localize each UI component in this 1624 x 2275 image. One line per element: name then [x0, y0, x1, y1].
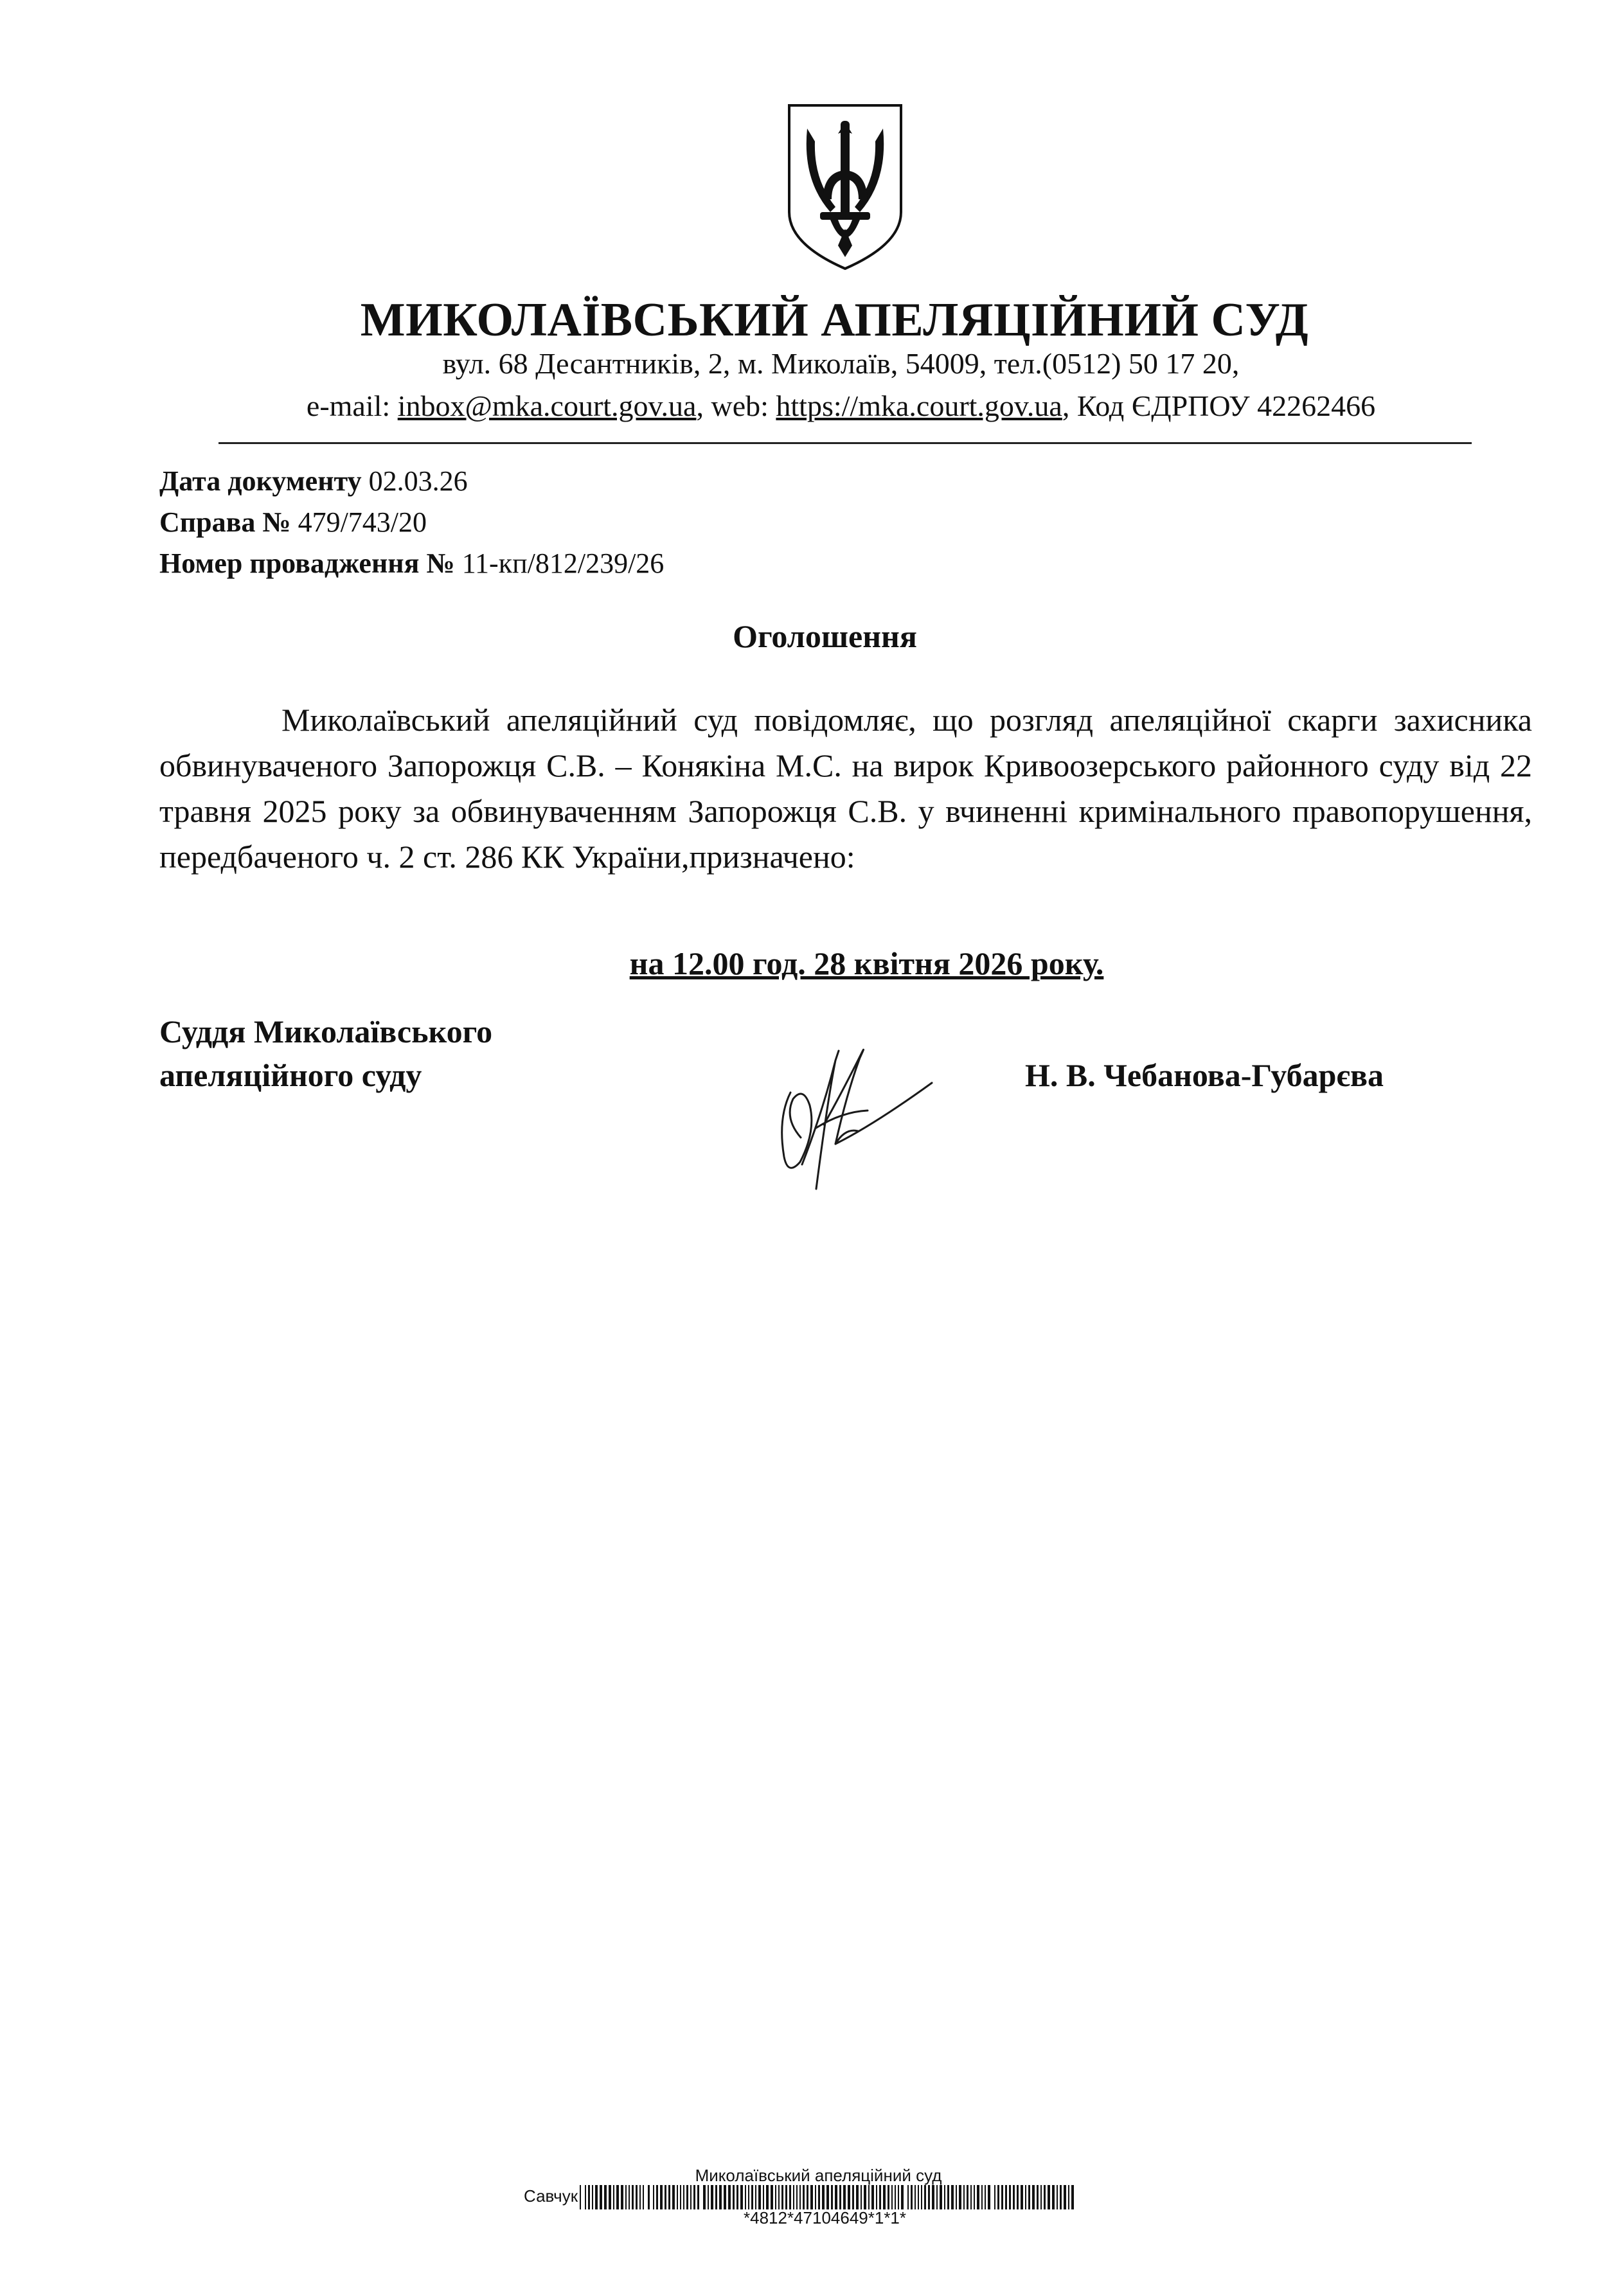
barcode-bar [835, 2185, 837, 2209]
barcode-bar [668, 2185, 670, 2209]
barcode-bar [956, 2185, 957, 2209]
barcode-bar [733, 2185, 735, 2209]
footer-clerk: Савчук [524, 2186, 578, 2206]
announcement-body: Миколаївський апеляційний суд повідомляє, що розгляд апеляційної скарги захисника обвинуваченого Запорожця С.В. – Конякіна М.С. на вирок Кривоозерського районного суду від 22 травня 2025 року за обвинуваченням Запорожця С.В. у вчиненні кримінального правопорушення, передбаченого ч. 2 ст. 286 КК України,призначено: [159, 702, 1532, 875]
web-link[interactable]: https://mka.court.gov.ua [776, 389, 1062, 422]
barcode-bar [810, 2185, 813, 2209]
barcode-bar [891, 2185, 893, 2209]
barcode-bar [974, 2185, 975, 2209]
document-date [159, 464, 468, 499]
edrpou-code: , Код ЄДРПОУ 42262466 [1062, 389, 1376, 422]
barcode-bar [911, 2185, 913, 2209]
barcode-bar [868, 2185, 870, 2209]
barcode-bar [852, 2185, 854, 2209]
barcode-bar [625, 2185, 627, 2209]
header-divider [219, 442, 1472, 444]
barcode-bar [831, 2185, 833, 2209]
barcode-bar [745, 2185, 746, 2209]
judge-name: Н. В. Чебанова-Губарєва [1025, 1057, 1384, 1093]
proceeding-number-label: Номер провадження № [159, 548, 455, 579]
trident-coat-of-arms-icon [785, 103, 905, 271]
barcode-bar [736, 2185, 738, 2209]
barcode-bar [1064, 2185, 1066, 2209]
barcode-bar [1068, 2185, 1069, 2209]
barcode-bar [595, 2185, 598, 2209]
court-address: вул. 68 Десантників, 2, м. Миколаїв, 54009, тел.(0512) 50 17 20, [442, 347, 1240, 380]
barcode [580, 2185, 1075, 2209]
barcode-bar [918, 2185, 919, 2209]
barcode-bar [588, 2185, 590, 2209]
barcode-bar [690, 2185, 692, 2209]
barcode-bar [703, 2185, 706, 2209]
barcode-bar [781, 2185, 783, 2209]
web-label: , web: [696, 389, 769, 422]
barcode-bar [672, 2185, 675, 2209]
barcode-bar [785, 2185, 787, 2209]
barcode-bar [609, 2185, 611, 2209]
barcode-bar [621, 2185, 623, 2209]
footer-court-name: Миколаївський апеляційний суд [695, 2166, 942, 2185]
barcode-bar [1001, 2185, 1003, 2209]
barcode-bar [728, 2185, 731, 2209]
barcode-bar [632, 2185, 634, 2209]
barcode-bar [818, 2185, 820, 2209]
barcode-bar [763, 2185, 764, 2209]
barcode-bar [932, 2185, 934, 2209]
barcode-bar [616, 2185, 619, 2209]
barcode-bar [848, 2185, 850, 2209]
barcode-bar [1025, 2185, 1026, 2209]
barcode-bar [1052, 2185, 1055, 2209]
barcode-bar [901, 2185, 904, 2209]
barcode-bar [656, 2185, 658, 2209]
barcode-bar [898, 2185, 899, 2209]
barcode-bar [1071, 2185, 1074, 2209]
barcode-bar [822, 2185, 825, 2209]
barcode-bar [715, 2185, 717, 2209]
barcode-bar [748, 2185, 749, 2209]
barcode-bar [807, 2185, 808, 2209]
barcode-bar [778, 2185, 780, 2209]
document-title: Оголошення [733, 618, 917, 654]
barcode-bar [648, 2185, 650, 2209]
barcode-bar [604, 2185, 607, 2209]
barcode-bar [629, 2185, 630, 2209]
barcode-bar [680, 2185, 681, 2209]
proceeding-number-value: 11-кп/812/239/26 [461, 548, 665, 579]
barcode-bar [1048, 2185, 1050, 2209]
court-name: МИКОЛАЇВСЬКИЙ АПЕЛЯЦІЙНИЙ СУД [360, 294, 1309, 346]
barcode-bar [711, 2185, 713, 2209]
barcode-bar [815, 2185, 816, 2209]
barcode-bar [1032, 2185, 1035, 2209]
barcode-bar [940, 2185, 942, 2209]
barcode-bar [693, 2185, 695, 2209]
barcode-bar [924, 2185, 926, 2209]
barcode-bar [856, 2185, 859, 2209]
barcode-bar [963, 2185, 965, 2209]
barcode-bar [796, 2185, 798, 2209]
barcode-bar [755, 2185, 756, 2209]
barcode-bar [843, 2185, 846, 2209]
barcode-bar [643, 2185, 644, 2209]
barcode-bar [1044, 2185, 1046, 2209]
barcode-bar [839, 2185, 841, 2209]
barcode-bar [789, 2185, 791, 2209]
barcode-bar [740, 2185, 743, 2209]
case-number-value: 479/743/20 [298, 506, 427, 538]
barcode-bar [928, 2185, 930, 2209]
handwritten-signature [739, 1015, 945, 1208]
barcode-bar [724, 2185, 726, 2209]
barcode-bar [977, 2185, 979, 2209]
barcode-bar [861, 2185, 862, 2209]
barcode-bar [751, 2185, 753, 2209]
barcode-bar [766, 2185, 769, 2209]
case-number-label: Справа № [159, 506, 291, 538]
barcode-bar [871, 2185, 874, 2209]
barcode-bar [1005, 2185, 1007, 2209]
barcode-bar [683, 2185, 684, 2209]
barcode-bar [997, 2185, 999, 2209]
barcode-bar [686, 2185, 688, 2209]
barcode-bar [876, 2185, 877, 2209]
barcode-bar [970, 2185, 972, 2209]
barcode-bar [719, 2185, 722, 2209]
barcode-bar [758, 2185, 761, 2209]
barcode-bar [613, 2185, 614, 2209]
barcode-bar [775, 2185, 776, 2209]
barcode-bar [793, 2185, 794, 2209]
email-link[interactable]: inbox@mka.court.gov.ua [397, 389, 697, 422]
court-contacts [0, 388, 1624, 424]
barcode-bar [708, 2185, 709, 2209]
barcode-bar [888, 2185, 889, 2209]
barcode-bar [677, 2185, 678, 2209]
barcode-bar [585, 2185, 586, 2209]
barcode-bar [967, 2185, 968, 2209]
barcode-bar [771, 2185, 773, 2209]
barcode-bar [994, 2185, 995, 2209]
barcode-bar [697, 2185, 699, 2209]
barcode-bar [1040, 2185, 1042, 2209]
judge-title-line-1: Суддя Миколаївського [159, 1013, 493, 1049]
barcode-bar [592, 2185, 593, 2209]
barcode-bar [981, 2185, 983, 2209]
footer-barcode-number: *4812*47104649*1*1* [743, 2208, 907, 2227]
barcode-bar [799, 2185, 801, 2209]
barcode-bar [988, 2185, 990, 2209]
barcode-bar [895, 2185, 896, 2209]
barcode-bar [580, 2185, 581, 2209]
barcode-bar [1021, 2185, 1023, 2209]
barcode-bar [636, 2185, 638, 2209]
barcode-bar [951, 2185, 954, 2209]
barcode-bar [915, 2185, 916, 2209]
barcode-bar [947, 2185, 949, 2209]
barcode-bar [1013, 2185, 1015, 2209]
barcode-bar [665, 2185, 666, 2209]
barcode-bar [959, 2185, 961, 2209]
barcode-bar [1017, 2185, 1019, 2209]
barcode-bar [883, 2185, 886, 2209]
barcode-bar [803, 2185, 805, 2209]
barcode-bar [864, 2185, 866, 2209]
document-date-value: 02.03.26 [368, 465, 468, 497]
barcode-bar [921, 2185, 922, 2209]
email-label: e-mail: [306, 389, 391, 422]
barcode-bar [936, 2185, 938, 2209]
barcode-bar [653, 2185, 654, 2209]
barcode-bar [1037, 2185, 1039, 2209]
hearing-time: на 12.00 год. 28 квітня 2026 року. [629, 945, 1104, 981]
proceeding-number [159, 546, 664, 581]
barcode-bar [639, 2185, 641, 2209]
barcode-bar [1057, 2185, 1058, 2209]
barcode-bar [1028, 2185, 1030, 2209]
document-date-label: Дата документу [159, 465, 362, 497]
barcode-bar [879, 2185, 881, 2209]
barcode-bar [1060, 2185, 1062, 2209]
barcode-bar [660, 2185, 663, 2209]
barcode-bar [1009, 2185, 1011, 2209]
barcode-bar [944, 2185, 945, 2209]
barcode-bar [600, 2185, 602, 2209]
case-number [159, 505, 427, 540]
judge-title-line-2: апеляційного суду [159, 1057, 422, 1093]
barcode-bar [826, 2185, 829, 2209]
barcode-bar [907, 2185, 909, 2209]
barcode-bar [985, 2185, 986, 2209]
